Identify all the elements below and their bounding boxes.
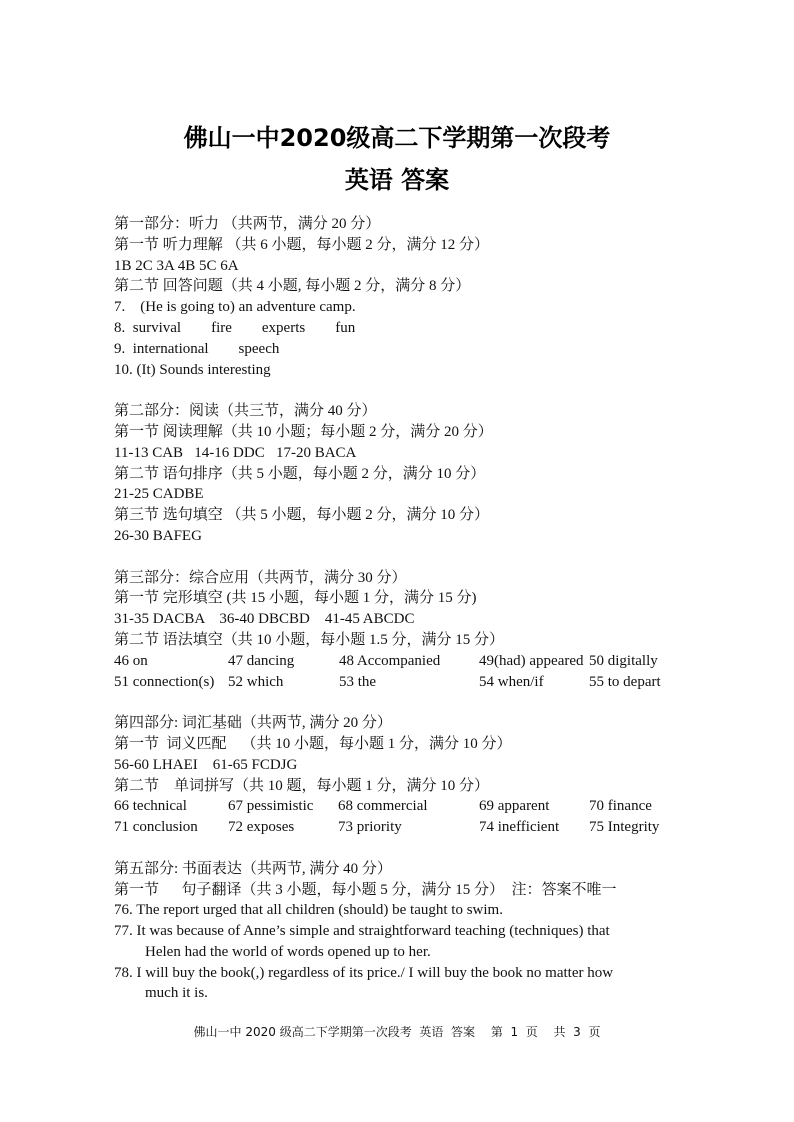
answer-cell: 53 the — [339, 673, 377, 690]
answer-cell: 69 apparent — [479, 798, 550, 815]
answer-line: 1B 2C 3A 4B 5C 6A — [114, 257, 239, 274]
subsection-heading: 第一节 完形填空 (共 15 小题，每小题 1 分，满分 15 分) — [114, 590, 477, 607]
spelling-answers-row — [114, 817, 704, 838]
subsection-heading: 第一节 词义匹配 （共 10 小题，每小题 1 分，满分 10 分） — [114, 735, 512, 752]
spelling-answers-row — [114, 796, 704, 817]
answer-line: 31-35 DACBA 36-40 DBCBD 41-45 ABCDC — [114, 611, 415, 628]
answer-cell: 49(had) appeared — [479, 652, 584, 669]
section-heading: 第五部分: 书面表达（共两节, 满分 40 分） — [114, 860, 392, 877]
answer-line: 26-30 BAFEG — [114, 527, 202, 544]
answer-cell: 46 on — [114, 652, 148, 669]
subsection-heading: 第三节 选句填空 （共 5 小题，每小题 2 分，满分 10 分） — [114, 507, 490, 524]
section-heading: 第二部分：阅读（共三节，满分 40 分） — [114, 403, 377, 420]
translation-answer: 77. It was because of Anne’s simple and straightforward teaching (techniques) that — [114, 923, 610, 940]
answer-cell: 67 pessimistic — [228, 798, 314, 815]
translation-answer: 78. I will buy the book(,) regardless of its price./ I will buy the book no matter how — [114, 964, 614, 981]
answer-cell: 68 commercial — [338, 798, 428, 815]
subsection-heading: 第一节 阅读理解（共 10 小题；每小题 2 分，满分 20 分） — [114, 423, 493, 440]
answer-cell: 73 priority — [338, 819, 402, 836]
page-number: 第 1 页 — [490, 1025, 538, 1039]
answer-cell: 52 which — [228, 673, 284, 690]
document-subtitle: 英语 答案 — [344, 166, 450, 194]
answer-cell: 50 digitally — [589, 652, 658, 669]
footer-title: 佛山一中 2020 级高二下学期第一次段考 英语 答案 — [193, 1025, 475, 1039]
translation-answer: 76. The report urged that all children (should) be taught to swim. — [114, 902, 503, 919]
answer-line: 10. (It) Sounds interesting — [114, 361, 271, 378]
subsection-heading: 第二节 语句排序（共 5 小题，每小题 2 分，满分 10 分） — [114, 465, 486, 482]
grammar-answers-row — [114, 672, 704, 693]
answer-cell: 75 Integrity — [589, 819, 660, 836]
total-pages: 共 3 页 — [553, 1025, 601, 1039]
translation-answer-continued: much it is. — [145, 985, 208, 1002]
section-heading: 第三部分：综合应用（共两节，满分 30 分） — [114, 569, 407, 586]
answer-cell: 54 when/if — [479, 673, 544, 690]
answer-line: 9. international speech — [114, 340, 280, 357]
answer-line: 56-60 LHAEI 61-65 FCDJG — [114, 756, 298, 773]
answer-cell: 66 technical — [114, 798, 187, 815]
answer-cell: 51 connection(s) — [114, 673, 215, 690]
answer-line: 11-13 CAB 14-16 DDC 17-20 BACA — [114, 444, 357, 461]
answer-cell: 47 dancing — [228, 652, 295, 669]
section-heading: 第一部分：听力 （共两节，满分 20 分） — [114, 216, 381, 232]
answer-line: 8. survival fire experts fun — [114, 319, 356, 336]
answer-cell: 55 to depart — [589, 673, 661, 690]
subsection-heading: 第二节 语法填空（共 10 小题，每小题 1.5 分，满分 15 分） — [114, 631, 505, 648]
answer-line: 7. (He is going to) an adventure camp. — [114, 299, 356, 316]
answer-key-body — [114, 214, 704, 1004]
translation-answer-continued: Helen had the world of words opened up to her. — [145, 943, 431, 960]
answer-cell: 72 exposes — [228, 819, 295, 836]
answer-line: 21-25 CADBE — [114, 486, 204, 503]
grammar-answers-row — [114, 651, 704, 672]
section-heading: 第四部分: 词汇基础（共两节, 满分 20 分） — [114, 715, 392, 732]
answer-cell: 70 finance — [589, 798, 652, 815]
answer-cell: 71 conclusion — [114, 819, 198, 836]
subsection-heading: 第一节 句子翻译（共 3 小题，每小题 5 分，满分 15 分） 注：答案不唯一 — [114, 881, 617, 898]
subsection-heading: 第二节 回答问题（共 4 小题, 每小题 2 分，满分 8 分） — [114, 278, 471, 295]
answer-cell: 74 inefficient — [479, 819, 560, 836]
page-footer — [0, 1023, 794, 1040]
subsection-heading: 第一节 听力理解 （共 6 小题，每小题 2 分，满分 12 分） — [114, 236, 490, 253]
document-title: 佛山一中2020级高二下学期第一次段考 — [183, 124, 611, 152]
answer-cell: 48 Accompanied — [339, 652, 441, 669]
subsection-heading: 第二节 单词拼写（共 10 题，每小题 1 分，满分 10 分） — [114, 777, 490, 794]
